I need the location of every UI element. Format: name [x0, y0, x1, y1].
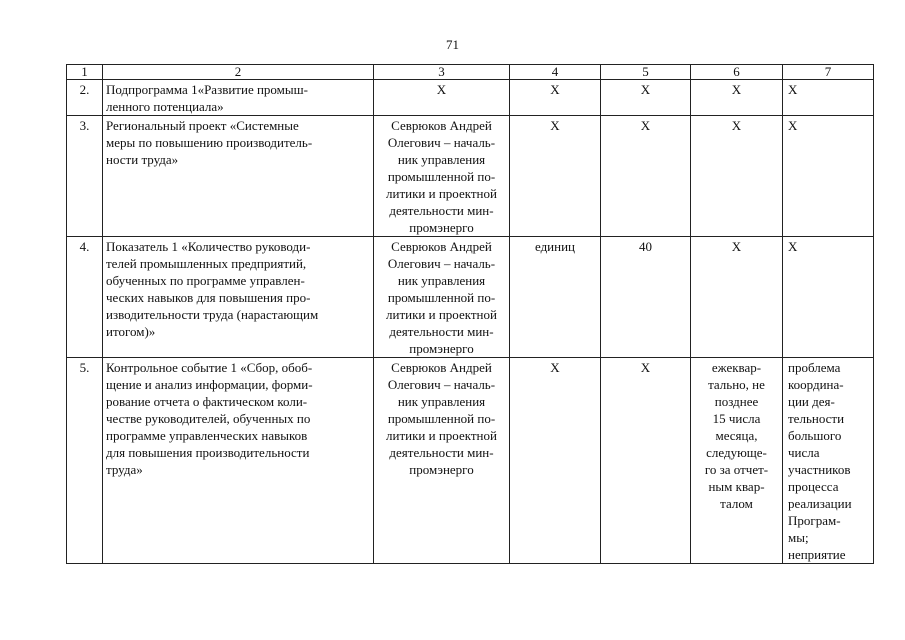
cell-line: честве руководителей, обученных по [106, 411, 311, 426]
cell-line: процесса [788, 479, 839, 494]
header-cell: 5 [601, 65, 691, 80]
cell-line: ции дея- [788, 394, 835, 409]
cell-line: ленного потенциала» [106, 99, 224, 114]
cell-line: обученных по программе управлен- [106, 273, 305, 288]
cell-line: ник управления [397, 394, 486, 409]
header-cell: 3 [374, 65, 510, 80]
cell-line: участников [788, 462, 851, 477]
cell-line: Подпрограмма 1«Развитие промыш- [106, 82, 308, 97]
cell-line: Х [640, 82, 651, 97]
cell-line: литики и проектной [386, 428, 497, 443]
risk-cell [783, 237, 874, 358]
cell-line: литики и проектной [386, 307, 497, 322]
cell-line: позднее [714, 394, 759, 409]
cell-line: Х [788, 118, 798, 133]
header-cell: 6 [691, 65, 783, 80]
cell-line: Х [550, 118, 560, 133]
cell-line: телей промышленных предприятий, [106, 256, 307, 271]
cell-line: Севрюков Андрей [391, 118, 492, 133]
cell-line: промышленной по- [387, 411, 496, 426]
cell-line: реализации [788, 496, 852, 511]
cell-line: ным квар- [708, 479, 765, 494]
cell-line: для повышения производительности [106, 445, 310, 460]
row-number-cell: 3. [67, 116, 103, 237]
cell-line: Х [731, 82, 742, 97]
row-number-cell: 2. [67, 80, 103, 116]
cell-line: Х [788, 239, 798, 254]
unit-cell [510, 116, 601, 237]
cell-line: промышленной по- [387, 290, 496, 305]
responsible-cell [374, 358, 510, 564]
name-cell [103, 358, 374, 564]
cell-line: деятельности мин- [389, 324, 494, 339]
cell-line: Региональный проект «Системные [106, 118, 299, 133]
cell-line: программе управленческих навыков [106, 428, 308, 443]
risk-cell [783, 80, 874, 116]
cell-line: Х [550, 360, 560, 375]
cell-line: Програм- [788, 513, 841, 528]
page-number: 71 [446, 37, 459, 52]
cell-line: тельности [788, 411, 845, 426]
cell-line: ник управления [397, 273, 486, 288]
cell-line: труда» [106, 462, 143, 477]
cell-line: проблема [788, 360, 841, 375]
cell-line: Показатель 1 «Количество руководи- [106, 239, 311, 254]
header-cell: 1 [67, 65, 103, 80]
cell-line: Контрольное событие 1 «Сбор, обоб- [106, 360, 313, 375]
cell-line: деятельности мин- [389, 445, 494, 460]
value-cell [601, 116, 691, 237]
table-row [67, 116, 874, 237]
cell-line: Х [731, 118, 742, 133]
cell-line: следующе- [706, 445, 767, 460]
cell-line: месяца, [715, 428, 758, 443]
header-cell: 2 [103, 65, 374, 80]
deadline-cell [691, 116, 783, 237]
value-cell [601, 80, 691, 116]
cell-line: Х [436, 82, 447, 97]
name-cell [103, 237, 374, 358]
cell-line: Х [550, 82, 560, 97]
cell-line: промэнерго [409, 220, 474, 235]
cell-line: ник управления [397, 152, 486, 167]
risk-cell [783, 116, 874, 237]
cell-line: щение и анализ информации, форми- [106, 377, 313, 392]
cell-line: мы; [788, 530, 809, 545]
name-cell [103, 80, 374, 116]
cell-line: талом [720, 496, 753, 511]
cell-line: Севрюков Андрей [391, 360, 492, 375]
table-row [67, 237, 874, 358]
unit-cell [510, 358, 601, 564]
cell-line: итогом)» [106, 324, 156, 339]
header-row [67, 65, 874, 80]
cell-line: деятельности мин- [389, 203, 494, 218]
cell-line: Х [640, 360, 651, 375]
cell-line: рование отчета о фактическом коли- [106, 394, 308, 409]
cell-line: Севрюков Андрей [391, 239, 492, 254]
cell-line: изводительности труда (нарастающим [106, 307, 319, 322]
row-number-cell: 4. [67, 237, 103, 358]
value-cell [601, 237, 691, 358]
name-cell [103, 116, 374, 237]
cell-line: координа- [788, 377, 844, 392]
cell-line: Х [731, 239, 742, 254]
cell-line: 15 числа [712, 411, 761, 426]
program-table [66, 64, 874, 564]
cell-line: ежеквар- [711, 360, 762, 375]
unit-cell [510, 237, 601, 358]
responsible-cell [374, 80, 510, 116]
header-cell: 4 [510, 65, 601, 80]
cell-line: неприятие [788, 547, 846, 562]
cell-line: числа [788, 445, 820, 460]
cell-line: Олегович – началь- [387, 135, 496, 150]
cell-line: ности труда» [106, 152, 179, 167]
responsible-cell [374, 116, 510, 237]
cell-line: единиц [534, 239, 576, 254]
header-cell: 7 [783, 65, 874, 80]
cell-line: тально, не [708, 377, 765, 392]
cell-line: Олегович – началь- [387, 377, 496, 392]
cell-line: го за отчет- [704, 462, 769, 477]
cell-line: большого [788, 428, 842, 443]
cell-line: литики и проектной [386, 186, 497, 201]
risk-cell [783, 358, 874, 564]
cell-line: Олегович – началь- [387, 256, 496, 271]
table-row [67, 80, 874, 116]
cell-line: 40 [639, 239, 652, 254]
cell-line: ческих навыков для повышения про- [106, 290, 311, 305]
cell-line: промышленной по- [387, 169, 496, 184]
table-row [67, 358, 874, 564]
cell-line: меры по повышению производитель- [106, 135, 313, 150]
responsible-cell [374, 237, 510, 358]
cell-line: Х [788, 82, 798, 97]
cell-line: Х [640, 118, 651, 133]
value-cell [601, 358, 691, 564]
deadline-cell [691, 358, 783, 564]
deadline-cell [691, 80, 783, 116]
cell-line: промэнерго [409, 341, 474, 356]
deadline-cell [691, 237, 783, 358]
unit-cell [510, 80, 601, 116]
cell-line: промэнерго [409, 462, 474, 477]
row-number-cell: 5. [67, 358, 103, 564]
